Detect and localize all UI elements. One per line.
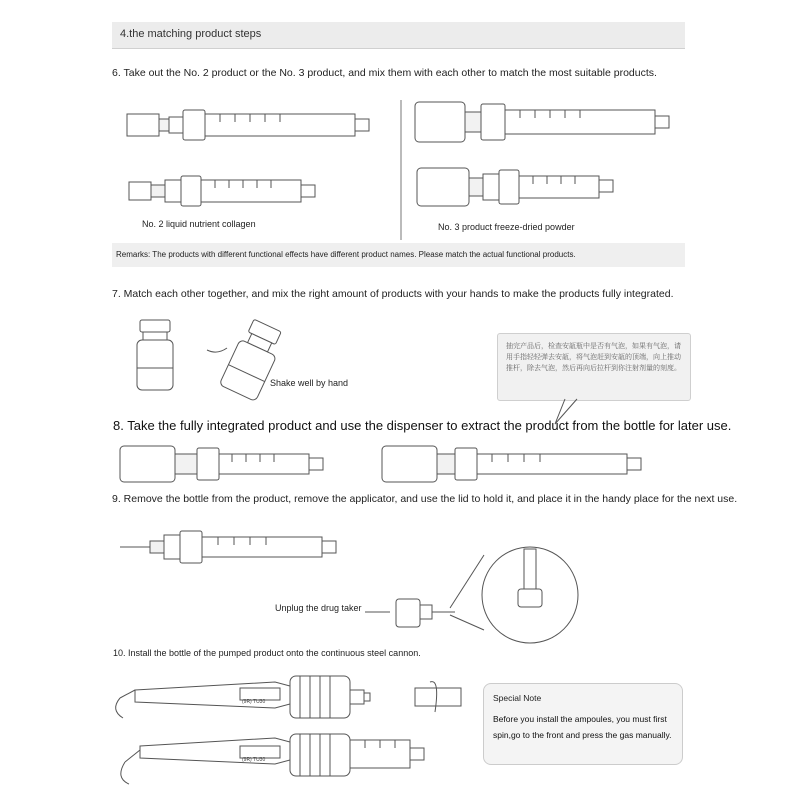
step-6-right-illustration bbox=[415, 100, 675, 210]
gun-label-top: (9R) TU30 bbox=[242, 699, 266, 705]
gun-label-bottom: (9R) TU30 bbox=[242, 757, 266, 763]
step-8-illustration bbox=[120, 440, 680, 490]
step-9-text: 9. Remove the bottle from the product, remove the applicator, and use the lid to hold it, and place it in the handy place for the next use. bbox=[112, 493, 738, 505]
step-6-left-caption: No. 2 liquid nutrient collagen bbox=[142, 219, 256, 229]
remarks-bar bbox=[112, 243, 685, 267]
special-note-box bbox=[483, 683, 683, 765]
shake-label: Shake well by hand bbox=[270, 378, 349, 388]
unplug-label: Unplug the drug taker bbox=[275, 603, 362, 613]
step-8-text: 8. Take the fully integrated product and use the dispenser to extract the product from the bottle for later use. bbox=[113, 418, 732, 433]
step-7-text: 7. Match each other together, and mix the right amount of products with your hands to make the products fully integrated. bbox=[112, 288, 674, 300]
step-9-illustration bbox=[120, 525, 590, 635]
special-note-body: Before you install the ampoules, you must first spin,go to the front and press the gas manually. bbox=[493, 714, 672, 740]
step-6-text: 6. Take out the No. 2 product or the No. 3 product, and mix them with each other to match the most suitable products. bbox=[112, 67, 657, 79]
chinese-note-box bbox=[497, 333, 691, 401]
step-6-right-caption: No. 3 product freeze-dried powder bbox=[438, 222, 575, 232]
step-6-divider bbox=[400, 100, 402, 240]
section-title: 4.the matching product steps bbox=[120, 28, 262, 40]
section-header bbox=[112, 22, 685, 49]
special-note-title: Special Note bbox=[493, 693, 542, 703]
step-10-illustration bbox=[115, 670, 475, 790]
step-6-left-illustration bbox=[125, 100, 385, 210]
remarks-text: Remarks: The products with different functional effects have different product names. Please match the actual functional products. bbox=[116, 250, 576, 259]
step-10-text: 10. Install the bottle of the pumped product onto the continuous steel cannon. bbox=[113, 648, 421, 658]
chinese-note-text: 抽完产品后，检查安瓿瓶中是否有气泡，如果有气泡，请用手指轻轻弹去安瓿，将气泡赶到安瓿的顶端，向上推动推杆，除去气泡，然后再向后拉杆到你注射剂量的刻度。 bbox=[506, 343, 681, 372]
